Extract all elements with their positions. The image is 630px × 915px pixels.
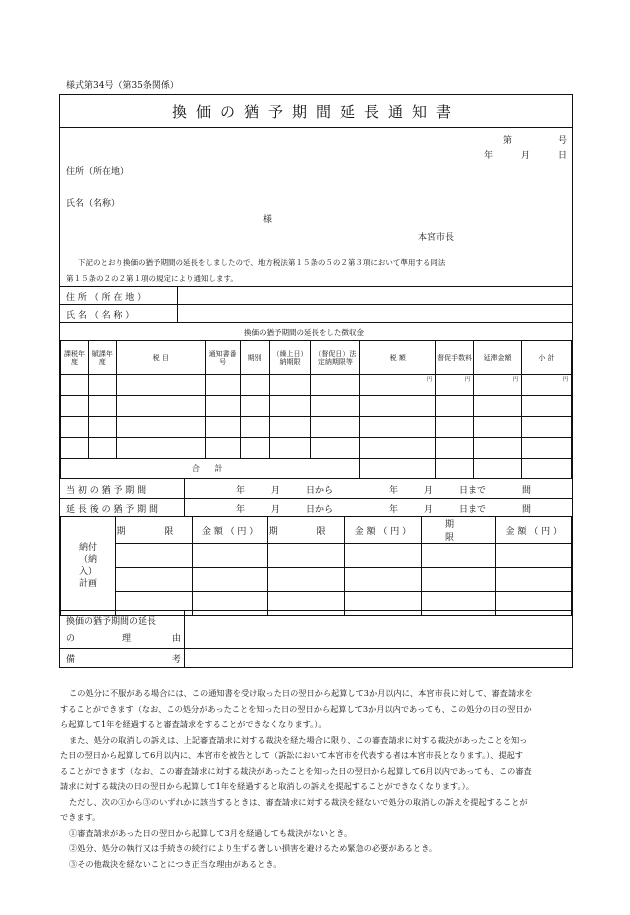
row-address-label: 住 所 （ 所 在 地 ）: [66, 293, 147, 303]
th-due-date: （繰上日）納期限: [269, 341, 311, 375]
address-label: 住所（所在地）: [66, 167, 130, 177]
table-row: 円 円 円 円: [61, 375, 572, 396]
th-subtotal: 小 計: [522, 341, 572, 375]
section-title: 換価の猶予期間の延長をした徴収金: [244, 328, 364, 337]
table-row: [61, 568, 572, 592]
form-label: 様式第34号（第35条関係）: [66, 81, 179, 91]
remarks-label: 備: [66, 655, 76, 665]
document-title: 換価の猶予期間延長通知書: [171, 102, 460, 121]
total-row: 合 計: [61, 459, 572, 479]
th-fee: 督促手数料: [436, 341, 474, 375]
date-month: 月: [521, 151, 531, 161]
th-tax-amount: 税 額: [360, 341, 436, 375]
th-tax-year: 課税年度: [61, 341, 89, 375]
payment-plan-table: 納付（納入）計画 期 限 金 額 （ 円 ） 期 限 金 額 （ 円 ） 期 限 金 額 （ 円 ）: [60, 516, 572, 616]
honorific: 様: [263, 215, 273, 225]
tax-table: [60, 340, 572, 479]
th-notice-no: 通知書番号: [205, 341, 240, 375]
th-assess-year: 賦課年度: [88, 341, 116, 375]
title-row: [60, 95, 572, 128]
intro-line-2: 第１５条の２の２第１項の規定により通知します。: [66, 274, 238, 283]
row-name-label: 氏 名 （ 名 称 ）: [66, 311, 135, 321]
date-day: 日: [558, 151, 568, 161]
date-year: 年: [484, 151, 494, 161]
appeal-notes: この処分に不服がある場合には、この通知書を受け取った日の翌日から起算して3か月以内に、本宮市長に対して、審査請求を することができます（なお、この処分があったことを知った日の翌日から起算して3か月以内であっても、この処分の日の翌日か ら起算して1年を経過すると審査請求をすることができなくなります。）。 また、処分の取消しの訴えは、上記審査請求に対する裁決を経た場合に限り、この審査請求に対する裁決があったことを知っ た日の翌日から起算して6月以内に、本宮市を被告として（訴訟において本宮市を代表する者は本宮市長となります。）、提起す ることができます（なお、この審査請求に対する裁決があったことを知った日の翌日から起算して6月以内であっても、この審査 請求に対する裁決の日の翌日から起算して1年を経過すると取消しの訴えを提起することができなくなります。）。 ただし、次の①から③のいずれかに該当するときは、審査請求に対する裁決を経ないで処分の取消しの訴えを提起することが できます。 ①審査請求があった日の翌日から起算して3月を経過しても裁決がないとき。 ②処分、処分の執行又は手続きの続行により生ずる著しい損害を避けるため緊急の必要があるとき。 ③その他裁決を経ないことにつき正当な理由があるとき。: [60, 688, 533, 869]
table-row: [61, 544, 572, 568]
extended-period-label: 延 長 後 の 猶 予 期 間: [66, 505, 159, 515]
th-late-fee: 延滞金額: [474, 341, 522, 375]
reason-label: 換価の猶予期間の延長: [66, 617, 157, 627]
number-suffix: 号: [558, 136, 568, 146]
intro-line-1: 下記のとおり換価の猶予期間の延長をしましたので、地方税法第１５条の５の２第３項において準用する同法: [78, 258, 446, 267]
table-row: [61, 417, 572, 438]
table-row: [61, 438, 572, 459]
payment-plan-label: 納付（納入）計画: [61, 517, 116, 616]
th-period: 期別: [240, 341, 269, 375]
table-row: [61, 396, 572, 417]
th-legal-due: （督促日）法定納期限等: [311, 341, 360, 375]
name-label: 氏名（名称）: [66, 199, 121, 209]
th-tax-item: 税 目: [116, 341, 205, 375]
table-row: [61, 592, 572, 616]
initial-period-label: 当 初 の 猶 予 期 間: [66, 486, 147, 496]
issuer: 本宮市長: [418, 233, 455, 243]
number-prefix: 第: [503, 136, 513, 146]
